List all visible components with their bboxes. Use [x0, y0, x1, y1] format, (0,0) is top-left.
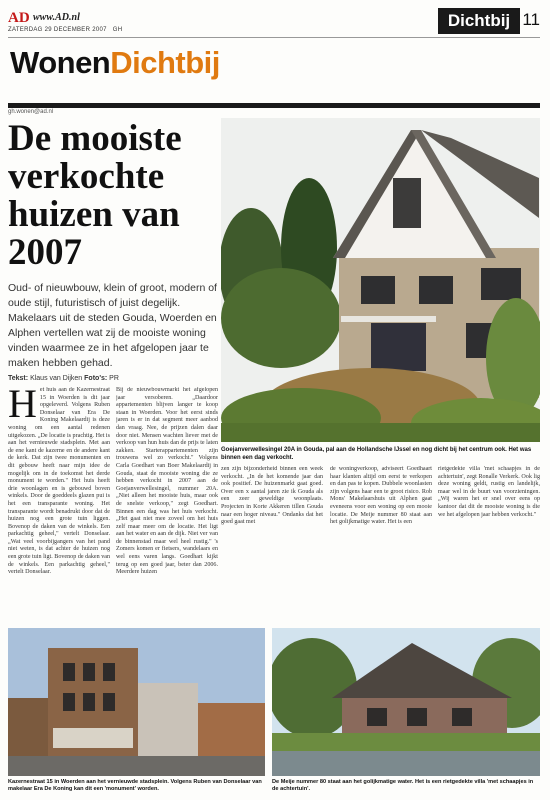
website-url: www.AD.nl — [33, 12, 80, 23]
article-column-2 — [116, 387, 218, 621]
column-2-text: Bij de nieuwbouwmarkt het afgelopen jaar versoberen. „Daardoor appartementen blijven langer te koop staan in Woerden. Voor het eerst sinds jaren is er in dat segment meer aanbod dan vraag. Nee, de prijzen dalen daar door niet. Mensen wachten liever met de verkoop van hun huis dan de prijs te laten zakken. Starterappartementen zijn trouwens wel zo verkocht." Volgens Carla Goedhart van Boer Makelaardij in Gouda, staat de mooiste woning die ze hebben verkocht in 2007 aan de Goejanverwellesingel, nummer 20A. „Niet alleen het mooiste huis, maar ook de snelste verkoop," zegt Goedhart. Binnen een dag was het huis verkocht. „Het gaat niet mee zoveel om het huis zelf maar meer om de locatie. Het ligt aan het water en aan de dijk. Niet ver van de binnenstad maar wel heel rustig." 's Zomers komen er fietsers, wandelaars en wel eens varen langs. Goedhart kijkt terug op een goed jaar, beter dan 2006. Meerdere huizen — [116, 387, 218, 576]
caption-kazernestraat: Kazernestraat 15 in Woerden aan het vernieuwde stadsplein. Volgens Ruben van Donselaar van makelaar Era De Koning kan dit een 'monument' worden. — [8, 779, 262, 792]
article-intro: Oud- of nieuwbouw, klein of groot, modern of oude stijl, futuristisch of juist degelijk. Makelaars uit de steden Gouda, Woerden en Alphen vertellen wat zij de mooiste woning vinden waarmee ze in het afgelopen jaar te maken hebben gehad. — [8, 282, 217, 369]
photo-label: Foto's: — [84, 375, 108, 382]
column-1-text: et huis aan de Kazernestraat 15 in Woerden is dit jaar opgeleverd. Volgens Ruben Donselaar van Era De Koning Makelaardij is deze woning om een aantal redenen uitgekozen. „De locatie is prachtig. Het is aan het vernieuwde stadsplein. Met aan de ene kant de kazerne en de andere kant de kerk. Dat zijn twee monumenten en dit gebouw heeft naar mijn idee de mogelijk om in de toekomst het derde monument te worden." Het huis heeft drie woonlagen en is gebouwd boven winkels. Door de goeddeels glazen pui is het een transparante woning. Het transparante wordt benadrukt door dat de huizen nog een grote tuin liggen. Bovenop de daken van de winkels. Een parkachtig geheel," vertelt Donselaar. „Wat veel voorbijgangers van het pand niet weten, is dat achter de huizen nog een grote tuin ligt. Bovenop de daken van de winkels. Een parkachtig geheel," vertelt Donselaar. — [8, 387, 110, 576]
column-5-text: rietgedekte villa 'met schaapjes in de achtertuin', zegt Ronalle Verkerk. Ook lig deze woning geldt, rustig en landelijk, maar wel in de buurt van voorzieningen. „Wij waren het er snel over eens op kantoor dat dit de mooiste woning is die we het afgelopen jaar hebben verkocht." — [438, 466, 540, 518]
page-number: 11 — [522, 10, 540, 29]
edition-code: GH — [112, 27, 123, 33]
page-header — [8, 8, 540, 36]
contact-email: gh.wonen@ad.nl — [8, 109, 54, 115]
article-column-4 — [330, 466, 432, 621]
caption-de-meije: De Meije nummer 80 staat aan het golijkmatige water. Het is een rietgedekte villa 'met schaapjes in de achtertuin'. — [272, 779, 534, 792]
divider — [8, 37, 540, 38]
hero-caption: Goejanverwellesingel 20A in Gouda, pal aan de Hollandsche IJssel en nog dicht bij het centrum ook. Het was binnen een dag verkocht. — [221, 447, 532, 461]
article-column-5 — [438, 466, 540, 621]
photo-de-meije-alphen — [272, 628, 540, 776]
dateline — [8, 27, 122, 33]
masthead-word-2: Dichtbij — [110, 45, 220, 80]
article-column-1 — [8, 387, 110, 621]
photo-author: PR — [109, 375, 119, 382]
hero-photo-house-gouda — [221, 118, 540, 442]
issue-date: ZATERDAG 29 DECEMBER 2007 — [8, 27, 107, 33]
text-author: Klaus van Dijken — [30, 375, 83, 382]
article-column-3 — [221, 466, 323, 621]
column-3-text: zen zijn bijzonderheid binnen een week verkocht. „In de het komende jaar dan ook positief. De huizenmarkt gaat goed. Over een x aantal jaren zie ik Gouda als een zeer geweldige woonplaats. Projecten in Korte Akkeren tillen Gouda naar een hoger niveau." Ondanks dat het goed gaat met — [221, 466, 323, 526]
article-headline: De mooiste verkochte huizen van 2007 — [8, 118, 182, 273]
text-label: Tekst: — [8, 375, 29, 382]
section-masthead — [10, 45, 220, 81]
article-credits — [8, 375, 119, 382]
masthead-word-1: Wonen — [10, 45, 111, 80]
section-tab: Dichtbij — [438, 8, 520, 34]
newspaper-logo: AD — [8, 10, 30, 26]
column-4-text: de woningverkoop, adviseert Goedhaart haar klanten altijd om eerst te verkopen en dan pas te kopen. Dubbele woonlasten zijn volgens haar een te groot risico. Rob Mons' Makelaarshuis uit Alphen gaat eveneens voor een woning op een mooie locatie. De Meije nummer 80 staat aan het golijkmatige water. Het is een — [330, 466, 432, 526]
section-bar — [8, 103, 540, 108]
photo-kazernestraat-woerden — [8, 628, 265, 776]
dropcap: H — [8, 387, 37, 426]
